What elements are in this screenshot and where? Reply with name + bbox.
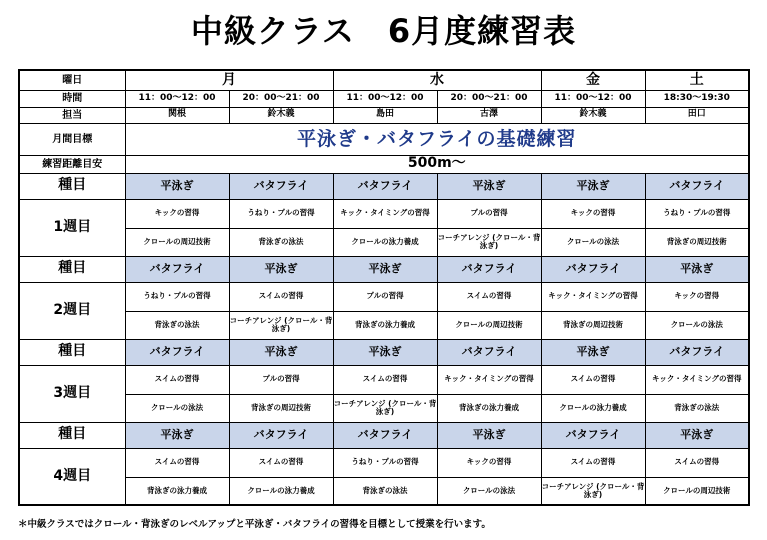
- day-fri: 金: [541, 70, 645, 90]
- drill-cell: 背泳ぎの周辺技術: [541, 311, 645, 339]
- drill-cell: プルの習得: [229, 365, 333, 394]
- drill-cell: キック・タイミングの習得: [437, 365, 541, 394]
- drill-cell: コーチアレンジ (クロール・背泳ぎ): [333, 394, 437, 422]
- kind-cell: バタフライ: [645, 339, 749, 365]
- drill-cell: うねり・プルの習得: [333, 448, 437, 477]
- distance-row: [19, 155, 749, 173]
- day-sat: 土: [645, 70, 749, 90]
- drill-cell: キックの習得: [645, 282, 749, 311]
- drill-cell: スイムの習得: [125, 448, 229, 477]
- kind-row: [19, 256, 749, 282]
- goal-row: [19, 123, 749, 155]
- distance-value: 500m〜: [125, 155, 749, 173]
- drill-cell: うねり・プルの習得: [229, 199, 333, 228]
- footnote: ＊中級クラスではクロール・背泳ぎのレベルアップと平泳ぎ・バタフライの習得を目標として授業を行います。: [18, 519, 491, 530]
- drill-cell: キック・タイミングの習得: [333, 199, 437, 228]
- drill-cell: スイムの習得: [333, 365, 437, 394]
- kind-cell: 平泳ぎ: [229, 256, 333, 282]
- goal-value: 平泳ぎ・バタフライの基礎練習: [125, 123, 749, 155]
- drill-cell: スイムの習得: [229, 448, 333, 477]
- time-cell: 11：00〜12：00: [125, 90, 229, 107]
- drill-cell: 背泳ぎの泳力養成: [333, 311, 437, 339]
- drill-cell: 背泳ぎの周辺技術: [645, 228, 749, 256]
- drill-cell: 背泳ぎの周辺技術: [229, 394, 333, 422]
- coach-cell: 古澤: [437, 107, 541, 123]
- drill-cell: うねり・プルの習得: [645, 199, 749, 228]
- coach-cell: 島田: [333, 107, 437, 123]
- day-row: [19, 70, 749, 90]
- drill-cell: スイムの習得: [229, 282, 333, 311]
- drill-cell: コーチアレンジ (クロール・背泳ぎ): [437, 228, 541, 256]
- kind-cell: 平泳ぎ: [125, 422, 229, 448]
- kind-cell: 平泳ぎ: [229, 339, 333, 365]
- weeks-body: [19, 173, 749, 505]
- drill-cell: クロールの周辺技術: [645, 477, 749, 505]
- distance-label: 練習距離目安: [19, 155, 125, 173]
- week-label: 2週目: [19, 282, 125, 339]
- week-label: 3週目: [19, 365, 125, 422]
- drill-cell: キック・タイミングの習得: [645, 365, 749, 394]
- kind-label: 種目: [19, 422, 125, 448]
- kind-cell: 平泳ぎ: [437, 173, 541, 199]
- drill-cell: スイムの習得: [125, 365, 229, 394]
- kind-cell: 平泳ぎ: [437, 422, 541, 448]
- drill-row: [19, 282, 749, 311]
- kind-cell: バタフライ: [125, 339, 229, 365]
- kind-row: [19, 339, 749, 365]
- coach-cell: 鈴木義: [541, 107, 645, 123]
- kind-cell: バタフライ: [541, 256, 645, 282]
- kind-cell: バタフライ: [333, 422, 437, 448]
- kind-cell: バタフライ: [333, 173, 437, 199]
- time-label: 時間: [19, 90, 125, 107]
- kind-cell: 平泳ぎ: [125, 173, 229, 199]
- kind-cell: 平泳ぎ: [333, 339, 437, 365]
- drill-cell: クロールの周辺技術: [437, 311, 541, 339]
- drill-cell: コーチアレンジ (クロール・背泳ぎ): [541, 477, 645, 505]
- day-label: 曜日: [19, 70, 125, 90]
- drill-row: [19, 477, 749, 505]
- drill-row: [19, 311, 749, 339]
- drill-cell: キックの習得: [541, 199, 645, 228]
- drill-cell: クロールの泳力養成: [229, 477, 333, 505]
- drill-cell: スイムの習得: [645, 448, 749, 477]
- coach-cell: 関根: [125, 107, 229, 123]
- coach-cell: 田口: [645, 107, 749, 123]
- drill-cell: キックの習得: [437, 448, 541, 477]
- drill-cell: キック・タイミングの習得: [541, 282, 645, 311]
- drill-cell: クロールの泳法: [125, 394, 229, 422]
- kind-cell: バタフライ: [125, 256, 229, 282]
- drill-cell: クロールの泳力養成: [333, 228, 437, 256]
- kind-cell: バタフライ: [437, 339, 541, 365]
- drill-cell: キックの習得: [125, 199, 229, 228]
- page-title: 中級クラス 6月度練習表: [190, 12, 577, 50]
- drill-cell: スイムの習得: [541, 365, 645, 394]
- day-wed: 水: [333, 70, 541, 90]
- drill-cell: スイムの習得: [437, 282, 541, 311]
- drill-cell: スイムの習得: [541, 448, 645, 477]
- drill-cell: 背泳ぎの泳力養成: [125, 477, 229, 505]
- time-cell: 20：00〜21：00: [229, 90, 333, 107]
- week-label: 1週目: [19, 199, 125, 256]
- kind-cell: バタフライ: [437, 256, 541, 282]
- drill-cell: クロールの周辺技術: [125, 228, 229, 256]
- drill-cell: コーチアレンジ (クロール・背泳ぎ): [229, 311, 333, 339]
- kind-cell: バタフライ: [229, 173, 333, 199]
- goal-label: 月間目標: [19, 123, 125, 155]
- drill-cell: うねり・プルの習得: [125, 282, 229, 311]
- time-cell: 11：00〜12：00: [541, 90, 645, 107]
- schedule-table: [18, 69, 750, 506]
- drill-cell: プルの習得: [437, 199, 541, 228]
- kind-label: 種目: [19, 256, 125, 282]
- drill-row: [19, 365, 749, 394]
- time-row: [19, 90, 749, 107]
- kind-label: 種目: [19, 173, 125, 199]
- drill-row: [19, 448, 749, 477]
- kind-row: [19, 173, 749, 199]
- kind-cell: 平泳ぎ: [541, 339, 645, 365]
- drill-cell: プルの習得: [333, 282, 437, 311]
- kind-cell: バタフライ: [229, 422, 333, 448]
- time-cell: 20：00〜21：00: [437, 90, 541, 107]
- drill-cell: 背泳ぎの泳法: [333, 477, 437, 505]
- kind-label: 種目: [19, 339, 125, 365]
- drill-row: [19, 394, 749, 422]
- coach-cell: 鈴木義: [229, 107, 333, 123]
- kind-cell: バタフライ: [645, 173, 749, 199]
- drill-cell: クロールの泳法: [645, 311, 749, 339]
- drill-cell: クロールの泳法: [541, 228, 645, 256]
- drill-cell: 背泳ぎの泳法: [229, 228, 333, 256]
- day-mon: 月: [125, 70, 333, 90]
- time-cell: 18:30〜19:30: [645, 90, 749, 107]
- week-label: 4週目: [19, 448, 125, 505]
- kind-row: [19, 422, 749, 448]
- drill-cell: クロールの泳法: [437, 477, 541, 505]
- drill-row: [19, 228, 749, 256]
- kind-cell: 平泳ぎ: [333, 256, 437, 282]
- kind-cell: 平泳ぎ: [541, 173, 645, 199]
- drill-cell: 背泳ぎの泳法: [645, 394, 749, 422]
- drill-cell: 背泳ぎの泳力養成: [437, 394, 541, 422]
- drill-cell: クロールの泳力養成: [541, 394, 645, 422]
- coach-label: 担当: [19, 107, 125, 123]
- kind-cell: バタフライ: [541, 422, 645, 448]
- drill-row: [19, 199, 749, 228]
- kind-cell: 平泳ぎ: [645, 256, 749, 282]
- time-cell: 11：00〜12：00: [333, 90, 437, 107]
- kind-cell: 平泳ぎ: [645, 422, 749, 448]
- drill-cell: 背泳ぎの泳法: [125, 311, 229, 339]
- coach-row: [19, 107, 749, 123]
